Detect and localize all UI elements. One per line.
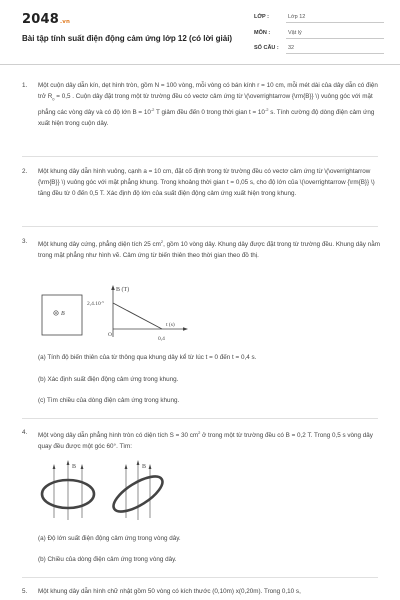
meta-key: LỚP : (254, 14, 269, 20)
question-text: Một khung dây dẫn hình chữ nhật gồm 50 vòng có kích thước (0,10m) x(0,20m). Trong 0,10 s, (38, 588, 301, 595)
question-5 (22, 586, 382, 597)
x-axis-arrow (183, 327, 188, 331)
question-number: 5. (22, 588, 28, 595)
question-text: Một cuộn dây dẫn kín, dẹt hình tròn, gồm N = 100 vòng, mỗi vòng có bán kính r = 10 cm, mỗi mét dài của dây dẫn có điện trở $R_0 = 0,5$ . Cuộn dây đặt trong một từ trường đều có vectơ cảm ứng từ \(\overrightarrow {\rm{B}} \) vuông góc với mặt phẳng các vòng dây và có độ lớn $B = 10^{-2}$ T giảm đều đến 0 trong thời gian $t = 10^{-2}$ s. Tính cường độ dòng điện cảm ứng xuất hiện trong cuộn dây. (38, 82, 378, 128)
arrow-up-icon (125, 464, 128, 469)
question-divider (22, 577, 378, 578)
meta-underline (286, 53, 384, 54)
meta-key: MÔN : (254, 30, 271, 36)
y-tick-label: $2,4.10^{-3}$ (87, 300, 104, 307)
b-field-dot (55, 312, 57, 314)
question-3-figure (38, 283, 198, 347)
page-title: Bài tập tính suất điện động cảm ứng lớp 12 (có lời giải) (22, 34, 233, 43)
document-header (0, 0, 400, 62)
x-tick-label: 0,4 (158, 336, 165, 342)
question-number: 3. (22, 238, 28, 245)
arrow-up-icon (137, 460, 140, 465)
question-divider (22, 418, 378, 419)
question-text: Một khung dây cứng, phẳng diện tích 25 $cm^2$, gồm 10 vòng dây. Khung dây được đặt trong từ trường đều. Khung dây nằm trong mặt phẳng như hình vẽ. Cảm ứng từ biến thiên theo thời gian theo đồ thị. (38, 239, 380, 260)
y-axis-arrow (111, 285, 115, 290)
question-3 (22, 236, 382, 261)
arrow-up-icon (81, 464, 84, 469)
site-logo[interactable] (22, 12, 70, 27)
header-divider (0, 64, 400, 65)
question-3-item-c: (c) Tìm chiều của dòng điện cảm ứng trong khung. (38, 397, 180, 404)
question-number: 2. (22, 168, 28, 175)
meta-value: 32 (288, 45, 295, 51)
b-time-graph-line (113, 303, 162, 329)
meta-value: Vật lý (288, 30, 302, 36)
question-4-item-b: (b) Chiều của dòng điện cảm ứng trong vòng dây. (38, 556, 177, 563)
meta-underline (286, 38, 384, 39)
question-4 (22, 427, 382, 452)
x-axis-label: t (s) (166, 322, 175, 328)
question-number: 4. (22, 429, 28, 436)
question-text: Một vòng dây dẫn phẳng hình tròn có diện tích S = 30 $cm^2$ ở trong một từ trường đều có B = 0,2 T. Trong 0,5 s vòng dây quay đều được một góc 60°. Tìm: (38, 430, 373, 451)
question-divider (22, 156, 378, 157)
b-label: B (142, 464, 147, 470)
question-number: 1. (22, 82, 28, 89)
question-2 (22, 166, 382, 199)
meta-key: SỐ CÂU : (254, 45, 279, 51)
question-text: Một khung dây dẫn hình vuông, cạnh a = 10 cm, đặt cố định trong từ trường đều có vectơ cảm ứng từ \(\overrightarrow {\rm{B}} \) vuông góc với mặt phẳng khung. Trong khoảng thời gian t = 0,05 s, cho độ lớn của \(\overrightarrow {\rm{B}} \) tăng đều từ 0 đến 0,5 T. Xác định độ lớn của suất điện động cảm ứng xuất hiện trong khung. (38, 168, 375, 197)
question-3-item-a: (a) Tính độ biến thiên của từ thông qua khung dây kể từ lúc t = 0 đến t = 0,4 s. (38, 354, 257, 361)
b-label: B (72, 464, 77, 470)
meta-underline (286, 22, 384, 23)
logo-suffix: .vn (59, 19, 71, 25)
question-1 (22, 80, 382, 129)
arrow-up-icon (67, 460, 70, 465)
question-4-item-a: (a) Độ lớn suất điện động cảm ứng trong vòng dây. (38, 535, 181, 542)
meta-value: Lớp 12 (288, 14, 306, 20)
arrow-up-icon (53, 464, 56, 469)
origin-label: O (108, 332, 112, 338)
b-symbol: B (61, 311, 65, 317)
question-4-figure (38, 458, 178, 524)
y-axis-label: B (T) (116, 287, 130, 293)
question-divider (22, 226, 378, 227)
logo-main: 2048 (22, 12, 59, 27)
arrow-up-icon (149, 464, 152, 469)
question-3-item-b: (b) Xác định suất điện động cảm ứng trong khung. (38, 376, 179, 383)
